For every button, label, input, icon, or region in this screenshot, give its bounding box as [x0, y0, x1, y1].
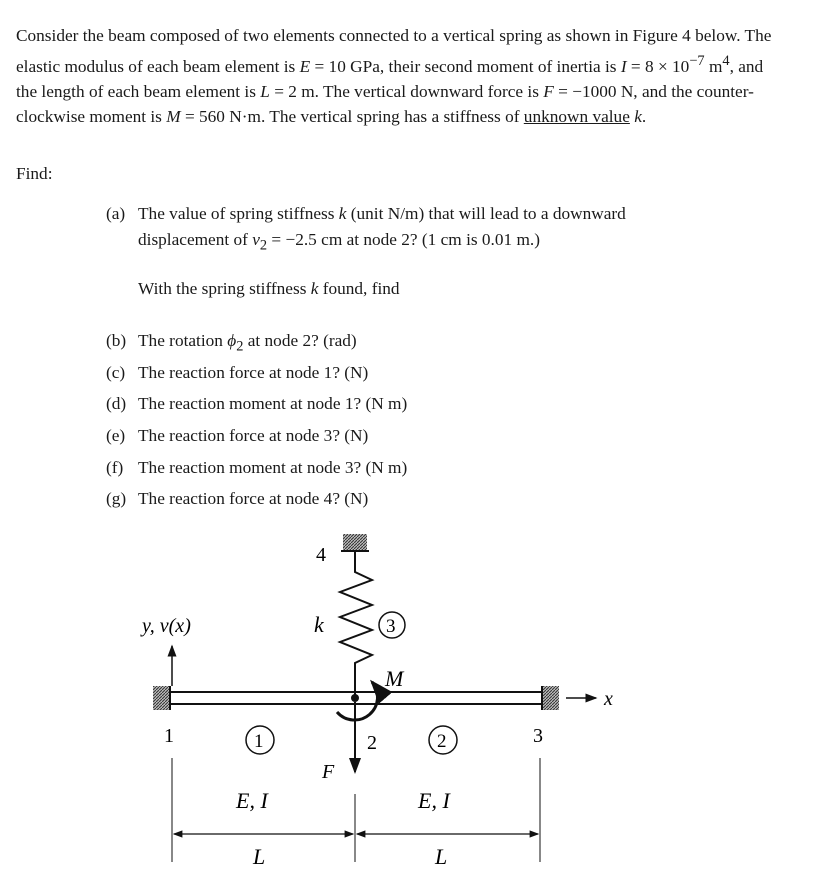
node-2-label: 2 — [367, 732, 377, 754]
question-f: (f) The reaction moment at node 3? (N m) — [106, 457, 408, 477]
question-d: (d) The reaction moment at node 1? (N m) — [106, 394, 408, 414]
question-a: (a) The value of spring stiffness k (unit N/m) that will lead to a downward displacement of $v_2 = -2.5$ cm at node 2? (1 cm is 0.01 m.) — [106, 204, 626, 253]
question-c: (c) The reaction force at node 1? (N) — [106, 362, 369, 382]
moment-label: M — [385, 666, 404, 691]
question-b: (b) The rotation $\phi_2$ at node 2? (rad) — [106, 331, 357, 355]
length-label-1: L — [253, 844, 266, 869]
note-line: With the spring stiffness k found, find — [138, 279, 400, 298]
problem-statement: Consider the beam composed of two elements connected to a vertical spring as shown in Figure 4 below. The elastic modulus of each beam element is E = 10 GPa, their second moment of inertia is $I = 8 \times 10^{-7}$ $m^4$, and the length of each beam element is L = 2 m. The vertical downward force is F = −1000 N, and the counter-clockwise moment is M = 560 N·m. The vertical spring has a stiffness of unknown value k. — [16, 26, 772, 127]
node-4-label: 4 — [316, 544, 326, 566]
node-1-label: 1 — [164, 725, 174, 747]
spring-ground-support — [343, 534, 367, 550]
node-3-label: 3 — [533, 725, 543, 747]
fixed-support-node3 — [543, 686, 559, 710]
node-2-dot — [351, 694, 359, 702]
force-label: F — [322, 761, 335, 783]
question-g: (g) The reaction force at node 4? (N) — [106, 489, 369, 509]
x-axis-label: x — [604, 688, 613, 710]
find-label: Find: — [16, 164, 53, 183]
length-label-2: L — [435, 844, 448, 869]
element-2-properties: E, I — [418, 788, 450, 813]
spring — [340, 551, 372, 697]
element-2-label: 2 — [437, 731, 447, 752]
fixed-support-node1 — [153, 686, 169, 710]
element-1-properties: E, I — [236, 788, 268, 813]
question-e: (e) The reaction force at node 3? (N) — [106, 425, 369, 445]
underlined-phrase: unknown value — [523, 107, 630, 127]
spring-k-label: k — [314, 612, 324, 637]
element-1-label: 1 — [254, 731, 264, 752]
y-axis-label: y, v(x) — [142, 615, 191, 637]
element-3-label: 3 — [386, 616, 396, 637]
